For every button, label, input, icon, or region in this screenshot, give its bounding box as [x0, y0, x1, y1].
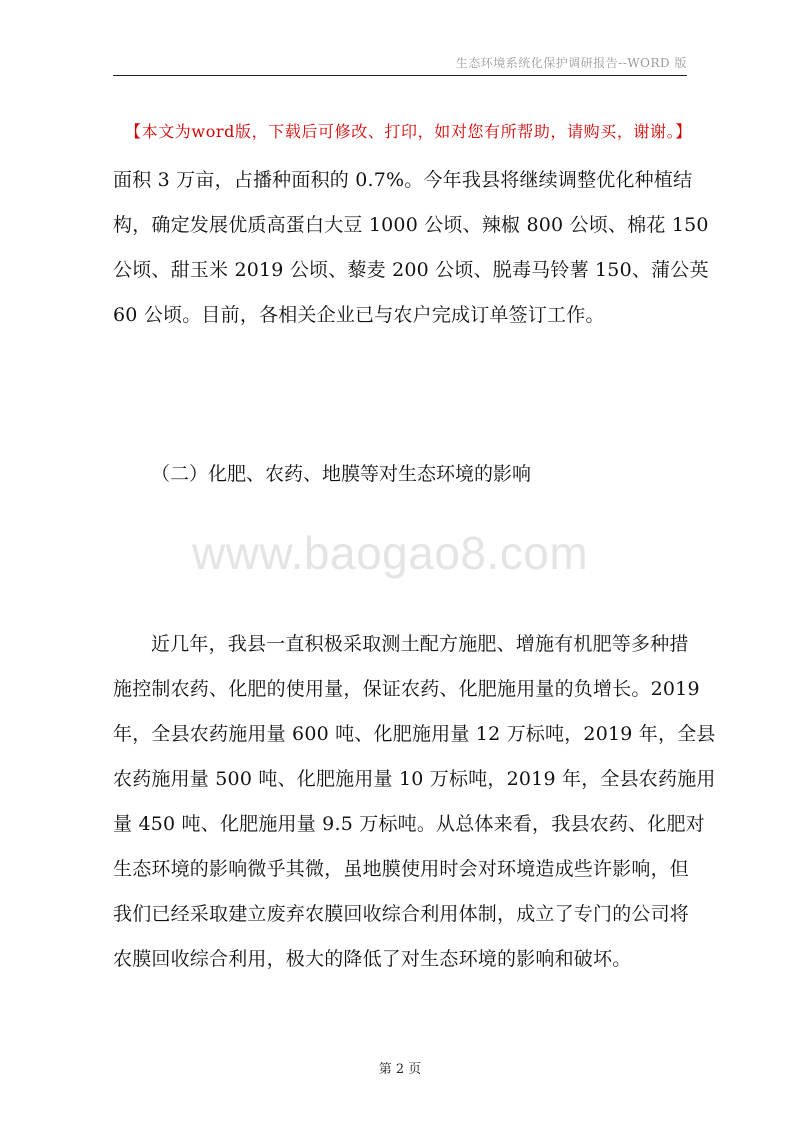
paragraph-fertilizer-impact	[113, 622, 716, 982]
text-line: 我们已经采取建立废弃农膜回收综合利用体制，成立了专门的公司将	[113, 903, 690, 925]
text-line: 60 公顷。目前，各相关企业已与农户完成订单签订工作。	[113, 304, 605, 326]
text-line: 农膜回收综合利用，极大的降低了对生态环境的影响和破坏。	[113, 948, 632, 970]
page-number: 第 2 页	[378, 1062, 422, 1077]
text-line: 构，确定发展优质高蛋白大豆 1000 公顷、辣椒 800 公顷、棉花 150	[113, 214, 709, 236]
paragraph-planting-structure	[113, 158, 709, 338]
watermark-text: www.baogao8.com	[192, 527, 589, 579]
section-heading: （二）化肥、农药、地膜等对生态环境的影响	[151, 463, 532, 485]
text-line: 生态环境的影响微乎其微，虽地膜使用时会对环境造成些许影响，但	[113, 858, 690, 880]
text-line: 年，全县农药施用量 600 吨、化肥施用量 12 万标吨，2019 年，全县	[113, 723, 716, 745]
text-line: 农药施用量 500 吨、化肥施用量 10 万标吨，2019 年，全县农药施用	[113, 768, 716, 790]
text-line: 量 450 吨、化肥施用量 9.5 万标吨。从总体来看，我县农药、化肥对	[113, 813, 705, 835]
download-notice: 【本文为word版，下载后可修改、打印，如对您有所帮助，请购买，谢谢。】	[125, 122, 692, 141]
header-divider	[113, 75, 687, 76]
page-header-title: 生态环境系统化保护调研报告--WORD 版	[455, 56, 687, 70]
text-line: 近几年，我县一直积极采取测土配方施肥、增施有机肥等多种措	[151, 633, 689, 655]
text-line: 面积 3 万亩，占播种面积的 0.7%。今年我县将继续调整优化种植结	[113, 169, 693, 191]
text-line: 公顷、甜玉米 2019 公顷、藜麦 200 公顷、脱毒马铃薯 150、蒲公英	[113, 259, 709, 281]
text-line: 施控制农药、化肥的使用量，保证农药、化肥施用量的负增长。2019	[113, 678, 700, 700]
